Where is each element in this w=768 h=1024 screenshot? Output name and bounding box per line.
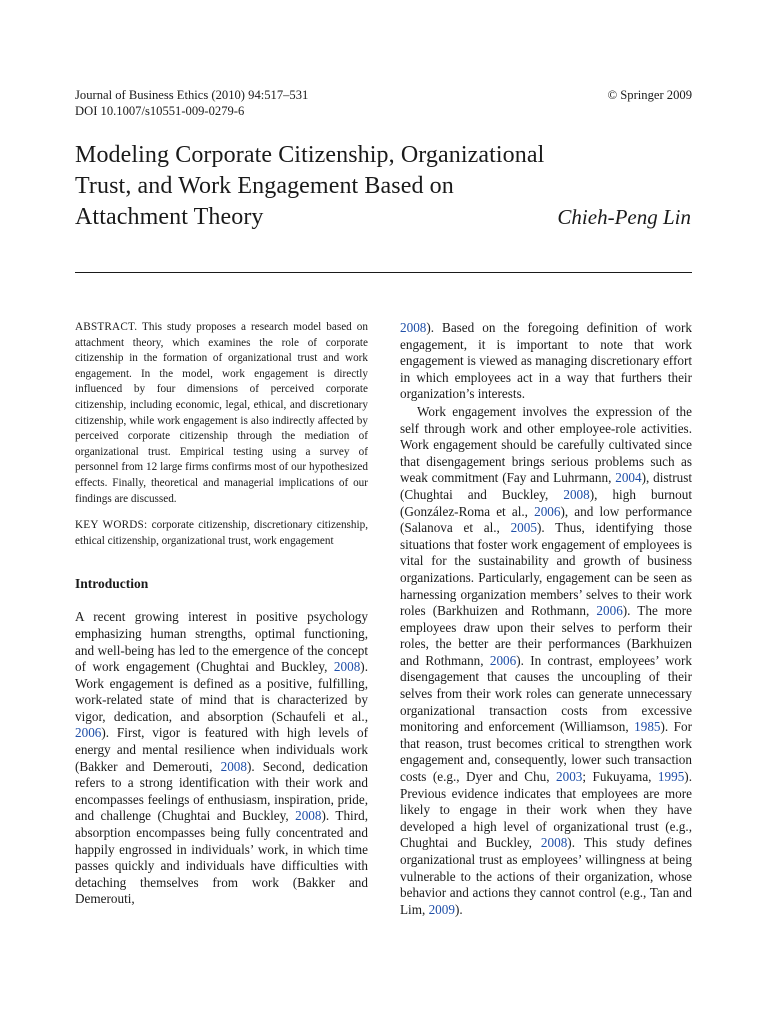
intro-paragraph-1 [75,609,368,908]
paragraph-text: ). In contrast, employees’ work disengagement that causes the uncoupling of their selves from their work roles can generate unnecessary organizational transaction costs from excessive monitoring and enforcement (Williamson, [400,652,692,735]
abstract-text: This study proposes a research model based on attachment theory, which examines the role of corporate citizenship in the formation of organizational trust and work engagement. In the model, work engagement is directly influenced by four dimensions of perceived corporate citizenship, including economic, legal, ethical, and discretionary citizenship, while work engagement is also indirectly affected by perceived corporate citizenship through the mediation of organizational trust. Empirical testing using a survey of personnel from 12 large firms confirms most of our hypothesized effects. Finally, theoretical and managerial implications of our findings are discussed. [75,321,368,505]
paragraph-text: ). First, vigor is featured with high levels of energy and mental resilience when individuals work (Bakker and Demerouti, [75,725,368,774]
author-name: Chieh-Peng Lin [557,205,691,229]
citation-link[interactable]: 2004 [615,470,642,486]
paragraph-text: ). Previous evidence indicates that employees are more likely to engage in their work when they have developed a high level of organizational trust (e.g., Chughtai and Buckley, [400,769,692,851]
abstract-label: ABSTRACT. [75,321,138,333]
keywords-text: corporate citizenship, discretionary citizenship, ethical citizenship, organizational trust, work engagement [75,519,368,547]
citation-link[interactable]: 1995 [657,769,685,785]
citation-link[interactable]: 2008 [400,320,427,335]
paragraph-text: ). The more employees draw upon their selves to perform their roles, the better are their performances (Barkhuizen and Rothmann, [400,603,692,668]
paragraph-text: ). [454,901,463,917]
paragraph-text: ). Work engagement is defined as a positive, fulfilling, work-related state of mind that is characterized by vigor, dedication, and absorption (Schaufeli et al., [75,659,368,724]
citation-link[interactable]: 2003 [556,769,583,785]
keywords [75,518,368,549]
paragraph-text: ). Second, dedication refers to a strong identification with their work and encompasses feelings of enthusiasm, inspiration, pride, and challenge (Chughtai and Buckley, [75,758,368,824]
doi-line: DOI 10.1007/s10551-009-0279-6 [75,104,245,118]
citation-link[interactable]: 2006 [596,603,623,619]
paragraph-text: ), high burnout (González-Roma et al., [400,486,692,519]
paragraph-text: ), distrust (Chughtai and Buckley, [400,470,692,502]
column-left [75,320,368,908]
column-right [400,320,692,918]
citation-link[interactable]: 2006 [534,503,561,519]
citation-link[interactable]: 2008 [220,758,247,774]
citation-link[interactable]: 2006 [75,725,102,741]
keywords-label: KEY WORDS: [75,519,148,532]
citation-link[interactable]: 2008 [563,486,590,502]
citation-link[interactable]: 2009 [428,901,455,917]
paragraph-text: ). For that reason, trust becomes critical to strengthen work engagement and, consequently, lower such transaction costs (e.g., Dyer and Chu, [400,719,692,785]
paragraph-text: ). Third, absorption encompasses being fully concentrated and happily engrossed in individuals’ work, in which time passes quickly and individuals have difficulties with detaching themselves from work (Bakker and Demerouti, [75,808,369,907]
section-heading: Introduction [75,576,149,592]
citation-link[interactable]: 2008 [295,808,322,824]
abstract [75,320,368,507]
paragraph-text: ). Thus, identifying those situations that foster work engagement of employees is vital for the sustainability and growth of business organizations. Particularly, engagement can be seen as harnessing organization members’ selves to their work roles (Barkhuizen and Rothmann, [400,520,692,619]
citation-link[interactable]: 2005 [510,520,537,536]
copyright-notice: © Springer 2009 [607,88,692,102]
journal-citation [75,87,308,119]
journal-line: Journal of Business Ethics (2010) 94:517–531 [75,88,309,102]
paragraph-text: ). This study defines organizational trust as employees’ willingness at being vulnerable to the actions of their organization, whose behavior and actions they cannot control (e.g., Tan and Lim, [400,835,692,917]
paragraph-text: ; Fukuyama, [582,769,658,785]
intro-paragraph-1-continued [400,320,692,403]
paragraph-text: ). Based on the foregoing definition of work engagement, it is important to note that work engagement is viewed as managing discretionary effort in which employees act in a way that furthers their organization’s interests. [400,320,692,402]
title-divider [75,272,692,273]
paragraph-text: Work engagement involves the expression of the self through work and other employee-role activities. Work engagement should be carefully cultivated since that disengagement brings serious problems such as weak commitment (Fay and Luhrmann, [400,403,692,486]
article-title: Modeling Corporate Citizenship, Organizational Trust, and Work Engagement Based on Attachment Theory [75,142,545,230]
paragraph-text: ), and low performance (Salanova et al., [400,503,692,536]
paragraph-text: A recent growing interest in positive psychology emphasizing human strengths, optimal functioning, and well-being has led to the emergence of the concept of work engagement (Chughtai and Buckley, [75,609,368,675]
intro-paragraph-2 [400,404,692,918]
citation-link[interactable]: 2006 [489,652,517,668]
citation-link[interactable]: 2008 [540,835,568,851]
citation-link[interactable]: 1985 [634,719,661,735]
citation-link[interactable]: 2008 [333,659,361,675]
